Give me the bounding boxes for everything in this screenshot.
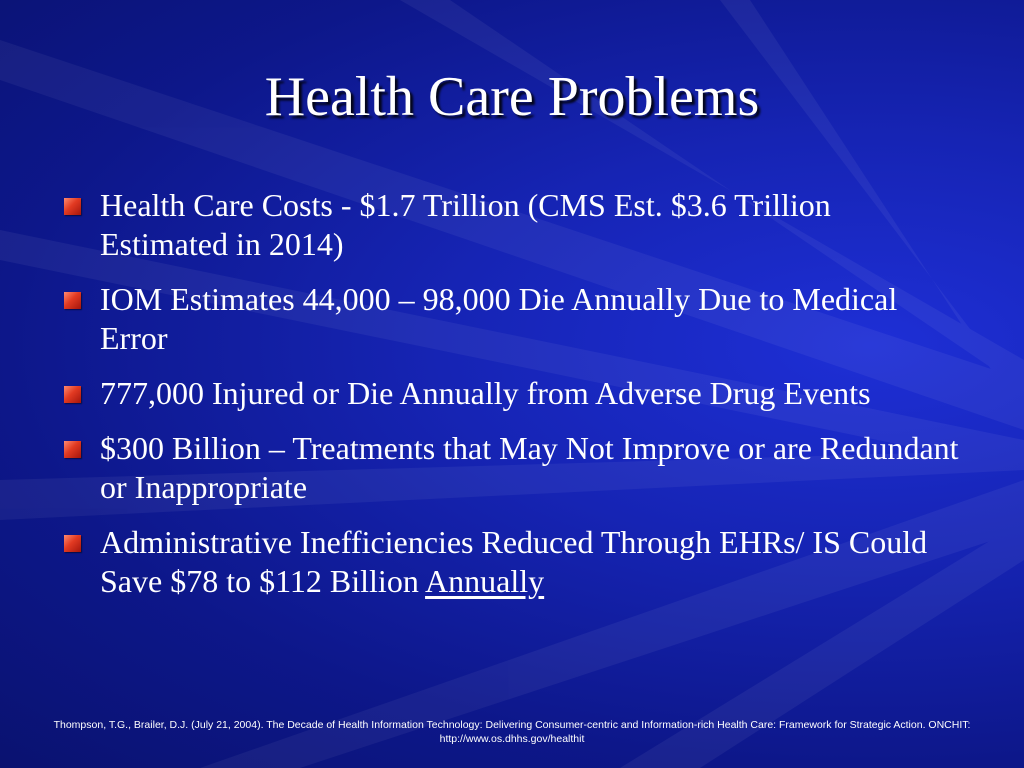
bullet-text: 777,000 Injured or Die Annually from Adverse Drug Events: [100, 375, 871, 411]
bullet-item: [60, 280, 960, 358]
slide-title: Health Care Problems: [264, 66, 760, 128]
bullet-text: Administrative Inefficiencies Reduced Through EHRs/ IS Could Save $78 to $112 Billion: [100, 524, 928, 599]
bullet-text: $300 Billion – Treatments that May Not Improve or are Redundant or Inappropriate: [100, 430, 959, 505]
bullet-item: [60, 523, 960, 601]
bullet-text: IOM Estimates 44,000 – 98,000 Die Annually Due to Medical Error: [100, 281, 898, 356]
bullet-emphasis: Annually: [425, 563, 545, 599]
square-bullet-icon: [64, 535, 81, 552]
bullet-list: [60, 186, 960, 617]
citation-footnote: Thompson, T.G., Brailer, D.J. (July 21, 2004). The Decade of Health Information Technology: Delivering Consumer-centric and Information-rich Health Care: Framework for Strategic Action. ONCHIT: http://www.os.dhhs.gov/healthit: [53, 719, 971, 745]
bullet-item: [60, 186, 960, 264]
square-bullet-icon: [64, 198, 81, 215]
square-bullet-icon: [64, 292, 81, 309]
bullet-item: [60, 374, 960, 413]
square-bullet-icon: [64, 441, 81, 458]
bullet-text: Health Care Costs - $1.7 Trillion (CMS Est. $3.6 Trillion Estimated in 2014): [100, 187, 831, 262]
square-bullet-icon: [64, 386, 81, 403]
bullet-item: [60, 429, 960, 507]
